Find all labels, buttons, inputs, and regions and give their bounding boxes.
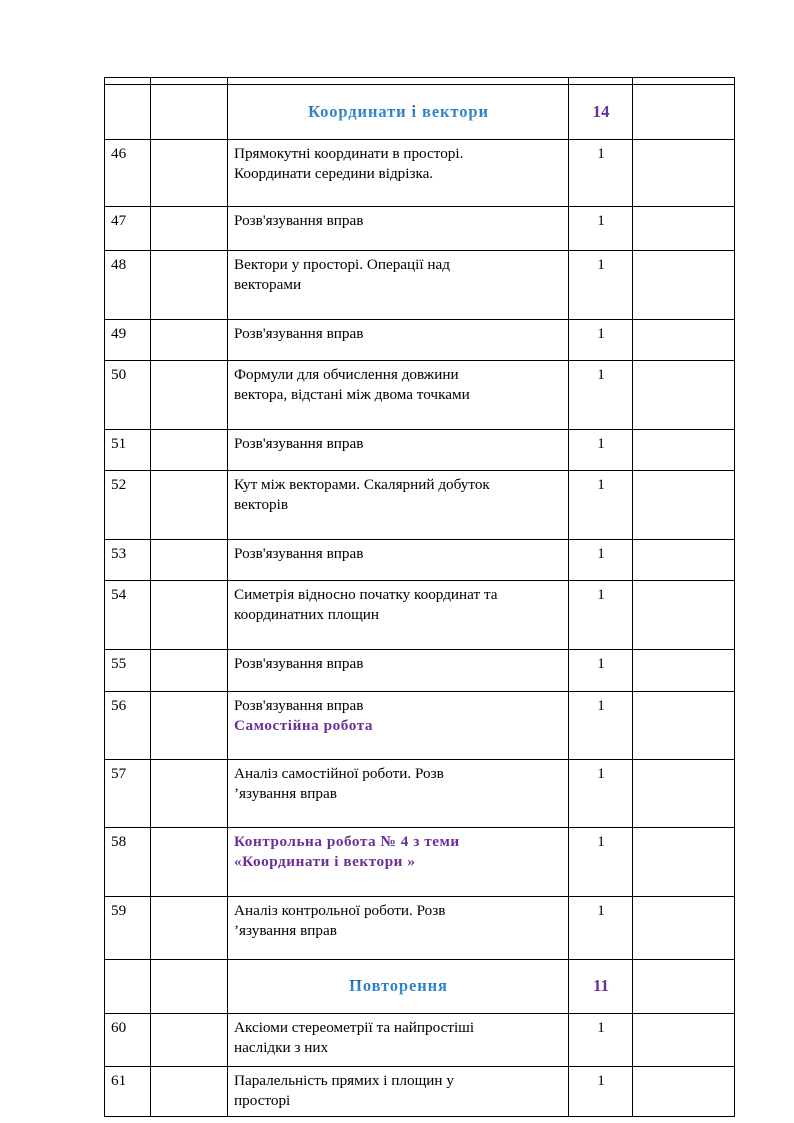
table-row — [105, 1067, 735, 1117]
table-row — [105, 251, 735, 320]
cell-notes — [633, 692, 735, 760]
cell-hours: 1 — [569, 140, 633, 207]
cell-hours: 1 — [569, 581, 633, 650]
section-title-coordinates: Координати і вектори — [308, 101, 489, 123]
cell-topic — [228, 320, 569, 361]
cell-notes — [633, 897, 735, 960]
table-row — [105, 1014, 735, 1067]
cell-notes — [633, 251, 735, 320]
cell-date — [151, 251, 228, 320]
cell-number: 52 — [105, 471, 151, 540]
cell-notes — [633, 540, 735, 581]
topic-line-1: Аналіз самостійної роботи. Розв — [234, 765, 444, 782]
cell-topic — [228, 430, 569, 471]
cell-section-hours — [569, 85, 633, 140]
cell-date — [151, 430, 228, 471]
table-row — [105, 140, 735, 207]
topic-line-2: вектора, відстані між двома точками — [234, 386, 470, 404]
cell-notes — [633, 581, 735, 650]
cell-number: 54 — [105, 581, 151, 650]
cell-topic — [228, 361, 569, 430]
section-hours-revision: 11 — [592, 976, 610, 996]
topic-line-1-highlighted: Контрольна робота № 4 з теми — [234, 833, 460, 850]
cell-date — [151, 760, 228, 828]
cell-hours: 1 — [569, 692, 633, 760]
cell-date — [151, 85, 228, 140]
cell-number: 49 — [105, 320, 151, 361]
topic-line-1: Розв'язування вправ — [234, 697, 364, 714]
cell-topic — [228, 251, 569, 320]
cell-date — [151, 471, 228, 540]
table-row — [105, 471, 735, 540]
cell-topic — [228, 1014, 569, 1067]
cell-hours: 1 — [569, 1014, 633, 1067]
cell-hours: 1 — [569, 251, 633, 320]
topic-line-1: Прямокутні координати в просторі. — [234, 145, 464, 162]
cell-hours: 1 — [569, 430, 633, 471]
table-row — [105, 207, 735, 251]
cell-topic — [228, 540, 569, 581]
topic-line-2: ’язування вправ — [234, 922, 337, 940]
cell-hours: 1 — [569, 650, 633, 692]
topic-line-1: Кут між векторами. Скалярний добуток — [234, 476, 490, 493]
cell-date — [151, 320, 228, 361]
cell-number: 50 — [105, 361, 151, 430]
cell-notes — [633, 430, 735, 471]
topic-line-1: Розв'язування вправ — [234, 435, 364, 452]
table-row — [105, 897, 735, 960]
cell-number: 57 — [105, 760, 151, 828]
cell-date — [151, 140, 228, 207]
cell-hours: 1 — [569, 207, 633, 251]
section-title-revision: Повторення — [349, 975, 448, 997]
cell-topic — [228, 897, 569, 960]
topic-line-2: Координати середини відрізка. — [234, 165, 434, 183]
cell-topic — [228, 471, 569, 540]
section-hours-coordinates: 14 — [592, 101, 610, 121]
cell-notes — [633, 1067, 735, 1117]
cell-date — [151, 897, 228, 960]
cell-notes — [633, 207, 735, 251]
table-row — [105, 692, 735, 760]
cell-notes — [633, 650, 735, 692]
topic-line-2-highlighted: Самостійна робота — [234, 717, 374, 735]
table-row-section-revision — [105, 960, 735, 1014]
topic-line-1: Паралельність прямих і площин у — [234, 1072, 454, 1089]
cell-number: 58 — [105, 828, 151, 897]
cell-topic — [228, 650, 569, 692]
cell-notes — [633, 361, 735, 430]
cell-section-title — [228, 960, 569, 1014]
cell-hours: 1 — [569, 760, 633, 828]
cell-topic — [228, 581, 569, 650]
cell-number: 55 — [105, 650, 151, 692]
cell-hours: 1 — [569, 828, 633, 897]
cell-topic — [228, 760, 569, 828]
topic-line-1: Розв'язування вправ — [234, 325, 364, 342]
topic-line-2: векторами — [234, 276, 302, 294]
cell-number: 59 — [105, 897, 151, 960]
cell-notes — [633, 960, 735, 1014]
cell-topic — [228, 207, 569, 251]
cell-number: 48 — [105, 251, 151, 320]
topic-line-2: просторі — [234, 1092, 291, 1110]
topic-line-1: Аналіз контрольної роботи. Розв — [234, 902, 446, 919]
cell-hours: 1 — [569, 540, 633, 581]
cell-topic — [228, 828, 569, 897]
table-row — [105, 581, 735, 650]
cell-hours: 1 — [569, 361, 633, 430]
table-row — [105, 760, 735, 828]
cell-hours — [569, 78, 633, 85]
cell-number — [105, 960, 151, 1014]
cell-notes — [633, 760, 735, 828]
table-row — [105, 540, 735, 581]
cell-topic — [228, 140, 569, 207]
table-row — [105, 361, 735, 430]
cell-notes — [633, 1014, 735, 1067]
cell-section-hours — [569, 960, 633, 1014]
cell-hours: 1 — [569, 897, 633, 960]
table-row-continuation — [105, 78, 735, 85]
topic-line-1: Формули для обчислення довжини — [234, 366, 459, 383]
topic-line-2: векторів — [234, 496, 289, 514]
table-row — [105, 320, 735, 361]
table-row-section-coordinates — [105, 85, 735, 140]
cell-number: 51 — [105, 430, 151, 471]
cell-number: 46 — [105, 140, 151, 207]
cell-topic — [228, 78, 569, 85]
cell-section-title — [228, 85, 569, 140]
cell-date — [151, 650, 228, 692]
cell-number: 53 — [105, 540, 151, 581]
cell-date — [151, 540, 228, 581]
cell-hours: 1 — [569, 1067, 633, 1117]
topic-line-1: Розв'язування вправ — [234, 212, 364, 229]
cell-hours: 1 — [569, 471, 633, 540]
cell-number: 61 — [105, 1067, 151, 1117]
topic-line-2: ’язування вправ — [234, 785, 337, 803]
cell-number: 60 — [105, 1014, 151, 1067]
cell-date — [151, 361, 228, 430]
topic-line-1: Розв'язування вправ — [234, 655, 364, 672]
cell-date — [151, 581, 228, 650]
topic-line-2-highlighted: «Координати і вектори » — [234, 853, 416, 871]
cell-date — [151, 207, 228, 251]
cell-number — [105, 78, 151, 85]
topic-line-1: Аксіоми стереометрії та найпростіші — [234, 1019, 475, 1036]
table-row — [105, 650, 735, 692]
topic-line-2: наслідки з них — [234, 1039, 329, 1057]
lesson-plan-table — [104, 77, 735, 1117]
cell-hours: 1 — [569, 320, 633, 361]
table-row — [105, 828, 735, 897]
cell-notes — [633, 78, 735, 85]
cell-topic — [228, 692, 569, 760]
cell-date — [151, 692, 228, 760]
cell-topic — [228, 1067, 569, 1117]
cell-notes — [633, 828, 735, 897]
cell-date — [151, 960, 228, 1014]
cell-notes — [633, 320, 735, 361]
cell-date — [151, 1067, 228, 1117]
cell-number — [105, 85, 151, 140]
topic-line-1: Вектори у просторі. Операції над — [234, 256, 450, 273]
cell-date — [151, 828, 228, 897]
cell-notes — [633, 471, 735, 540]
cell-number: 56 — [105, 692, 151, 760]
cell-number: 47 — [105, 207, 151, 251]
table-row — [105, 430, 735, 471]
topic-line-2: координатних площин — [234, 606, 380, 624]
lesson-plan-table-wrapper — [104, 77, 734, 1117]
topic-line-1: Симетрія відносно початку координат та — [234, 586, 498, 603]
cell-notes — [633, 85, 735, 140]
cell-date — [151, 78, 228, 85]
topic-line-1: Розв'язування вправ — [234, 545, 364, 562]
cell-date — [151, 1014, 228, 1067]
cell-notes — [633, 140, 735, 207]
